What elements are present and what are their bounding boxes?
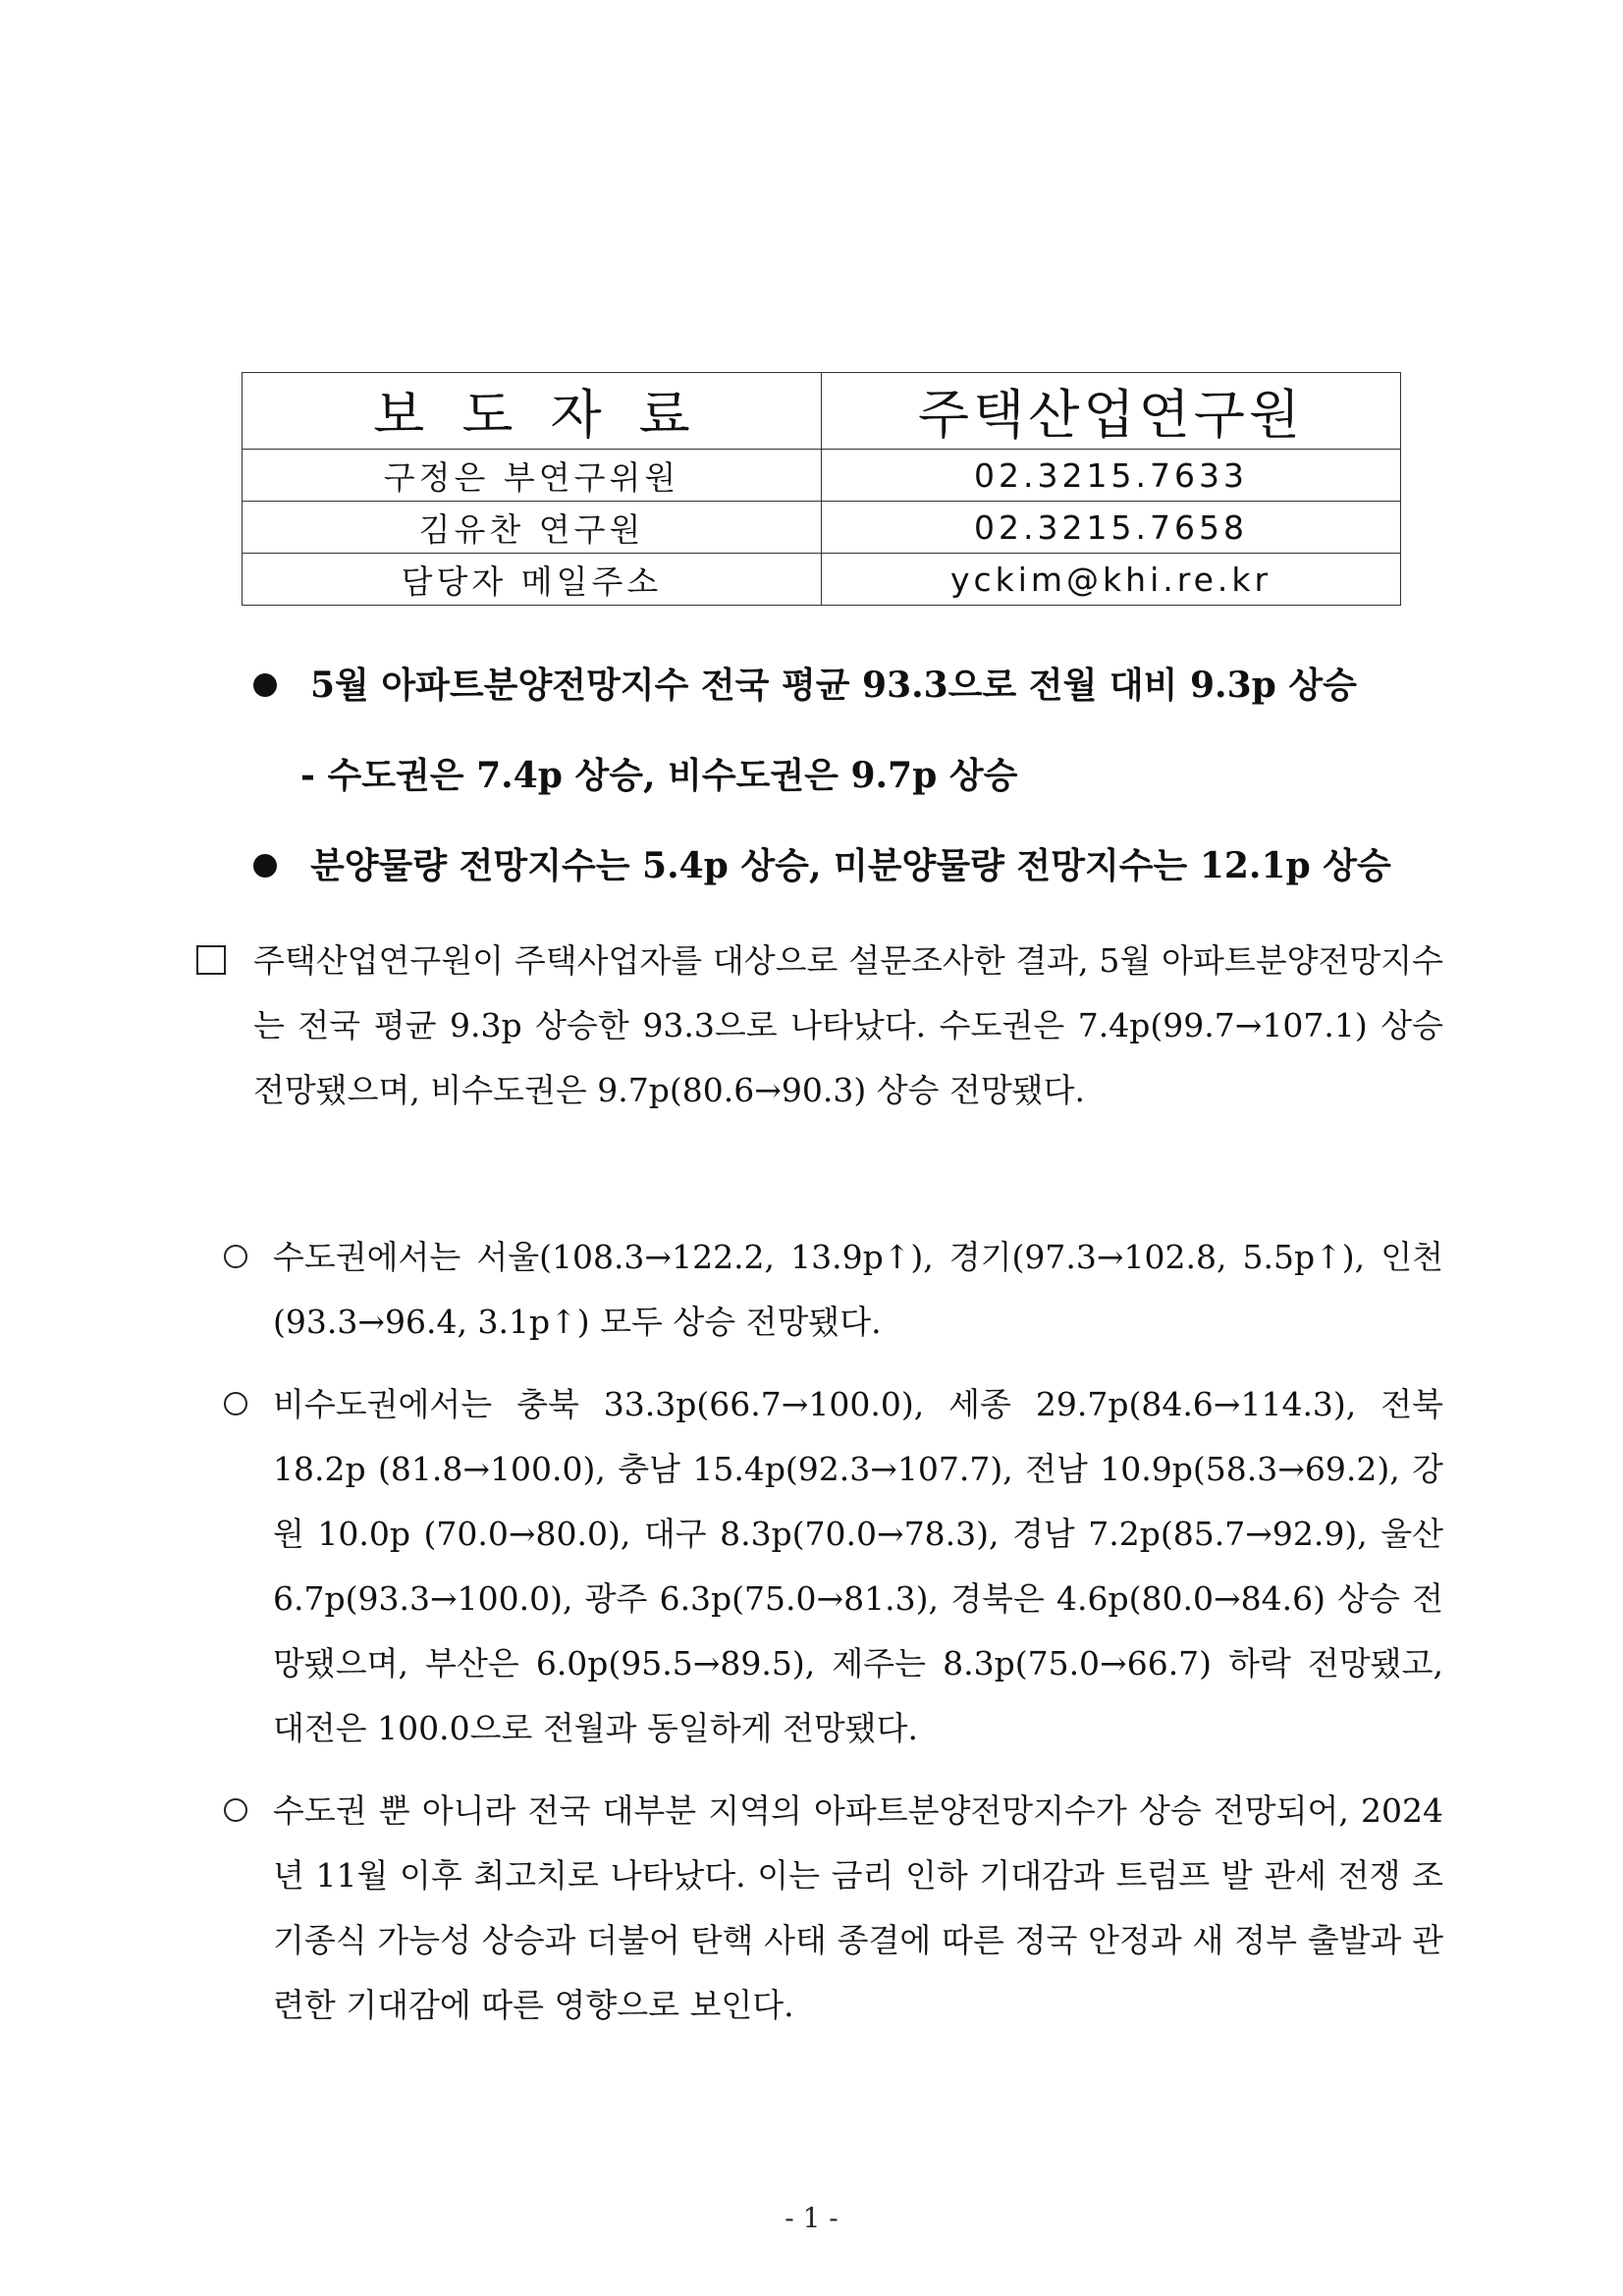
summary-section bbox=[253, 656, 1432, 895]
hollow-circle-bullet-icon bbox=[224, 1392, 247, 1415]
press-release-header-table bbox=[242, 372, 1401, 606]
list-item-text: 수도권에서는 서울(108.3→122.2, 13.9p↑), 경기(97.3→102.8, 5.5p↑), 인천(93.3→96.4, 3.1p↑) 모두 상승 전망됐다. bbox=[273, 1238, 1443, 1341]
summary-bullet-text: 분양물량 전망지수는 5.4p 상승, 미분양물량 전망지수는 12.1p 상승 bbox=[310, 845, 1391, 886]
institute-name: 주택산업연구원 bbox=[822, 373, 1401, 450]
summary-bullet bbox=[253, 836, 1432, 895]
contact-row bbox=[243, 502, 1401, 554]
hollow-circle-bullet-icon bbox=[224, 1798, 247, 1822]
summary-sub-text: - 수도권은 7.4p 상승, 비수도권은 9.7p 상승 bbox=[300, 755, 1018, 796]
square-bullet-icon bbox=[196, 945, 226, 975]
contact-email-label: 담당자 메일주소 bbox=[243, 554, 822, 606]
contact-row bbox=[243, 450, 1401, 502]
main-paragraph-text: 주택산업연구원이 주택사업자를 대상으로 설문조사한 결과, 5월 아파트분양전망지수는 전국 평균 9.3p 상승한 93.3으로 나타났다. 수도권은 7.4p(99.7→107.1) 상승 전망됐으며, 비수도권은 9.7p(80.6→90.3) 상승 전망됐다. bbox=[253, 941, 1443, 1109]
contact-phone: 02.3215.7633 bbox=[822, 450, 1401, 502]
filled-circle-bullet-icon bbox=[253, 854, 277, 878]
hollow-circle-bullet-icon bbox=[224, 1245, 247, 1268]
main-paragraph bbox=[196, 929, 1443, 1123]
summary-bullet bbox=[253, 656, 1432, 715]
contact-email: yckim@khi.re.kr bbox=[822, 554, 1401, 606]
contact-name: 김유찬 연구원 bbox=[243, 502, 822, 554]
list-item-text: 비수도권에서는 충북 33.3p(66.7→100.0), 세종 29.7p(84.6→114.3), 전북 18.2p (81.8→100.0), 충남 15.4p(92.3→107.7), 전남 10.9p(58.3→69.2), 강원 10.0p (70.0→80.0), 대구 8.3p(70.0→78.3), 경남 7.2p(85.7→92.9), 울산 6.7p(93.3→100.0), 광주 6.3p(75.0→81.3), 경북은 4.6p(80.0→84.6) 상승 전망됐으며, 부산은 6.0p(95.5→89.5), 제주는 8.3p(75.0→66.7) 하락 전망됐고, 대전은 100.0으로 전월과 동일하게 전망됐다. bbox=[273, 1385, 1443, 1747]
list-item-text: 수도권 뿐 아니라 전국 대부분 지역의 아파트분양전망지수가 상승 전망되어, 2024년 11월 이후 최고치로 나타났다. 이는 금리 인하 기대감과 트럼프 발 관세 전쟁 조기종식 가능성 상승과 더불어 탄핵 사태 종결에 따른 정국 안정과 새 정부 출발과 관련한 기대감에 따른 영향으로 보인다. bbox=[273, 1791, 1443, 2024]
list-item bbox=[196, 1372, 1443, 1761]
filled-circle-bullet-icon bbox=[253, 673, 277, 697]
summary-bullet-text: 5월 아파트분양전망지수 전국 평균 93.3으로 전월 대비 9.3p 상승 bbox=[310, 665, 1357, 706]
list-item bbox=[196, 1779, 1443, 2038]
contact-name: 구정은 부연구위원 bbox=[243, 450, 822, 502]
list-item bbox=[196, 1225, 1443, 1355]
summary-sub-item bbox=[253, 746, 1432, 805]
header-title-row bbox=[243, 373, 1401, 450]
contact-phone: 02.3215.7658 bbox=[822, 502, 1401, 554]
press-release-title: 보도자료 bbox=[243, 373, 822, 450]
page-number: - 1 - bbox=[784, 2202, 839, 2234]
contact-row bbox=[243, 554, 1401, 606]
